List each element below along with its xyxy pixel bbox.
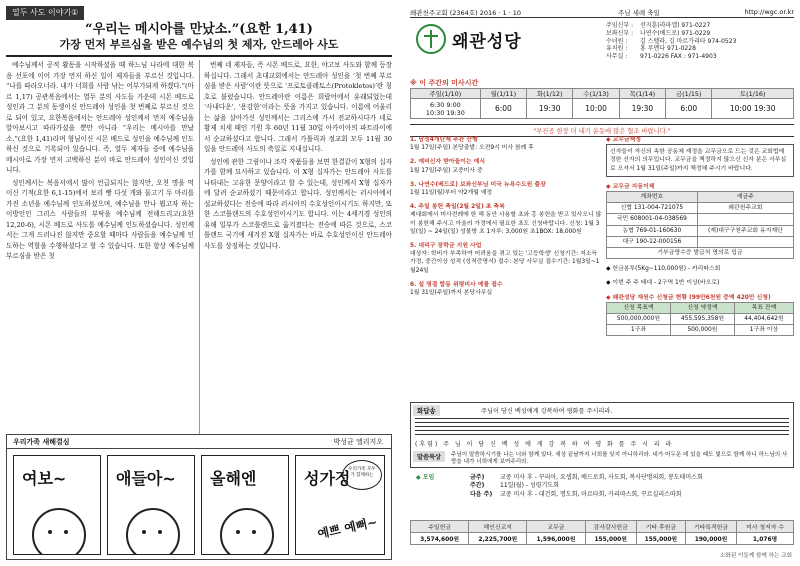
- panel-text: 성가정: [304, 469, 351, 488]
- psalm-box: [410, 402, 794, 468]
- notice-item: 2. 예비신자 받아들이는 예식 1월 17일(주일) 교중미사 중: [410, 159, 486, 174]
- meeting-row: 다음 주) 교중 미사 후 - 대건회, 명도회, 마르타회, 카리따스회, 꾸르실리스따회: [470, 490, 682, 498]
- article-title: “우리는 메시아를 만났소.”(요한 1,41): [85, 22, 313, 37]
- meetings: [410, 474, 794, 499]
- table-row: 신협 131-004-721075 왜관천주교회: [607, 203, 794, 214]
- staff-directory: [606, 22, 794, 61]
- offering-table: [410, 520, 794, 545]
- day-cell: 월(1/11): [480, 89, 526, 99]
- mass-schedule: [410, 88, 794, 119]
- face-icon: [126, 508, 180, 555]
- table-row: [411, 89, 794, 99]
- meditation-tag: 말씀묵상: [413, 451, 445, 462]
- table-row: 신청 목표액 신청 약정액 목표 잔액: [607, 302, 794, 313]
- article-column-1: [6, 60, 194, 434]
- table-row: 주일헌금 헤인신교지 교무금 감사감사헌금 기타 후원금 기타특적헌금 미사 청저자 수: [411, 521, 794, 533]
- issue-header: [410, 6, 794, 18]
- time-cell: 6:30 9:00 10:30 19:30: [411, 99, 481, 119]
- series-label: 열두 사도 이야기①: [6, 6, 84, 20]
- psalm-lyrics: (후렴) 주 님 이 당 신 백 성 에 게 강 복 하 여 평 화 를 주 시 리 라: [415, 441, 674, 448]
- notice-item: 6. 설 명절 합동 위령미사 예물 접수 1월 31일(주일)까지 본당사무실: [410, 281, 503, 297]
- speech-bubble: 우리가족 모두가 함께하는: [342, 460, 382, 490]
- budget-table: [606, 302, 794, 337]
- table-row: 농협 769-01-160630 (재)대구구천주교회 유지재단: [607, 225, 794, 236]
- table-row: 계좌번호 예금주: [607, 192, 794, 203]
- column-divider: [199, 60, 200, 434]
- rite-notice: ◆ 교무금책정 신자들이 자신의 속한 공동체 재정을 교무금으로 드는 것은 교회법에 정한 신자의 의무입니다. 교무금을 책정하지 않으신 신자 분은 사무실로 오셔서 1월 31일(주일)까지 책정해 주시기 바랍니다.: [606, 136, 794, 177]
- cartoon-panel-3: [201, 455, 289, 555]
- meeting-row: 주간) 11일(월) - 성령기도회: [470, 482, 559, 490]
- day-cell: 목(1/14): [619, 89, 665, 99]
- cartoon-strip: [6, 434, 392, 560]
- meeting-row: 금주) 교중 미사 후 - 꾸리아, 요셉회, 배드로회, 사도회, 복사단명의회, 봉도테미스회: [470, 474, 703, 481]
- panel-text: 올해엔: [210, 469, 257, 488]
- left-page: [6, 6, 392, 560]
- cross-logo-icon: [416, 24, 446, 54]
- table-row: 3,574,600원 2,225,700원 1,596,000원 155,000원 155,000원 190,000원 1,076명: [411, 533, 794, 545]
- face-icon: [220, 508, 274, 555]
- table-row: 국민 608001-04-038569: [607, 214, 794, 225]
- day-cell: 토(1/16): [712, 89, 794, 99]
- staff-row: 보좌신부 : 나연수(베드로) 971-0229: [606, 29, 711, 37]
- meetings-label: ◆ 모임: [416, 474, 435, 481]
- issue-info: 왜관천주교회 (2364호) 2016 · 1 · 10: [410, 9, 522, 17]
- day-cell: 수(1/13): [573, 89, 619, 99]
- right-page: [410, 6, 794, 560]
- article-column-2: [204, 60, 392, 434]
- day-cell: 금(1/15): [666, 89, 712, 99]
- psalm-refrain: 주님이 당신 백성에게 강복하여 평화를 주시리라.: [481, 408, 613, 415]
- mass-title: ※ 이 주간의 미사시간: [410, 79, 479, 87]
- staff-row: 사무실 : 971-0226 FAX : 971-4903: [606, 53, 717, 61]
- table-row: 500,000,000원 455,595,358원 44,404,642원: [607, 314, 794, 325]
- time-cell: 10:00: [573, 99, 619, 119]
- time-cell: 6:00: [666, 99, 712, 119]
- notices-column: [410, 136, 602, 303]
- paragraph: 번째 네 제자들, 즉 시몬 베드로, 요한, 야고보 사도와 함께 등장하십니다. 그래서 초대교회에서는 안드레아 성인을 ‘첫 번째 부르심을 받은 사람’이란 뜻으로 ‘프로토클레토스(Protokletos)’란 칭호로 불렀습니다. 안드레아란 이름은 희랍어에서 유래되었는데 ‘사내다운’, ‘용감한’이라는 뜻을 가지고 있습니다. 이름에 어울리는 삶을 살아가신 성인께서는 그리스에 가서 전교하시다가 네로 황제 치세 때인 기원 후 60년 11월 30일 아카이아의 파트라이에서 순교하셨다고 합니다. 그래서 가톨릭과 정교회 모두 11월 30일을 안드레아 사도의 축일로 지내십니다.: [204, 61, 392, 153]
- panel-exclaim: 예쁘 예뻐~: [316, 514, 379, 542]
- music-staff-icon: [415, 418, 789, 436]
- day-cell: 주일(1/10): [411, 89, 481, 99]
- day-cell: 화(1/12): [527, 89, 573, 99]
- account-section: ◆ 교무금 자동이체 계좌번호 예금주 신협 131-004-721075 왜관천주교회 국민 608001-04-038569 농협 769-01-160630 (재)대구구천주교회 유지재단 대구 190-12-000156 기부금영수증 발급처 명의로 입금: [606, 183, 794, 259]
- cartoon-panel-1: [13, 455, 101, 555]
- title-rule: [6, 55, 392, 57]
- paragraph: 성인께서는 복음서에서 많이 언급되지는 않지만, 오천 명을 먹이신 기적(요한 6,1-15)에서 보리 빵 다섯 개와 물고기 두 마리를 가진 소년을 예수님께 인도하셨으며, 예수님을 만나 뵙고자 하는 이방인인 그리스 사람들의 부탁을 예수님께 전해드리고(요한 12,20-6), 시몬 베드로 사도를 예수님께 인도하셨습니다. 성인께서는 그게 드러나진 않지만 중요할 때마다 사람들을 예수님께 인도하는 역할을 수행하셨다고 할 수 있습니다. 또한 항상 예수님께 부르심을 받은 첫: [6, 178, 194, 260]
- website-link[interactable]: http://wgc.or.kr: [744, 8, 794, 16]
- cartoon-header: [7, 435, 391, 449]
- time-cell: 6:00: [480, 99, 526, 119]
- footer-motto: 소화된 이들께 함께 하는 교회: [720, 553, 792, 559]
- time-cell: 10:00 19:30: [712, 99, 794, 119]
- panel-text: 여보~: [22, 469, 67, 488]
- parish-brand: [416, 24, 522, 54]
- psalm-tag: 화답송: [413, 405, 440, 416]
- article-subtitle: 가장 먼저 부르심을 받은 예수님의 첫 제자, 안드레아 사도: [59, 38, 339, 51]
- table-row: [411, 99, 794, 119]
- paragraph: 예수님께서 공적 활동을 시작하셨을 때 하느님 나라에 대한 복음 선포에 이어 가장 먼저 하신 일이 제자들을 부르신 것입니다. “나를 따라오너라. 내가 너희를 사람 낚는 어부가되게 하겠다.”(마르 1,17) 공관복음에서는 열두 분의 사도들 가운데 시몬 베드로 성인과 그 분의 동생이신 안드레아 성인을 첫 번째로 부르신 것으로 되어 있고, 요한복음에서는 안드레아 성인께서 먼저 예수님을 알아보시고 따라가셨을 뿐만 아니라 “우리는 메시아를 만났소.”(요한 1,41)라며 형님이신 시몬 베드로 성인을 예수님께 인도하신 것으로 기록되어 있습니다. 즉, 열두 제자들 중에 예수님을 메시아로 가장 먼저 고백하신 분이 바로 안드레아 성인이신 것입니다.: [6, 61, 194, 174]
- staff-row: 수녀원 : 김 스텔라, 김 마르가리타 974-0523: [606, 37, 737, 45]
- notice-item: 4. 주일 봉헌 축일(2월 2일) 초 축복 제대회에서 미사전례에 한 해 동안 사용할 초와 홍 봉헌을 받고 있사오니 많이 봉헌해 주시고 아울러 가정에서 필요한 초도 신청바랍니다. 신청: 1월 3일(일) ~ 24일(일) 성물방 초 1자루: 3,000원 초1BOX: 18,000원: [410, 204, 602, 235]
- cartoon-panel-4: [295, 455, 385, 555]
- finance-column: [606, 136, 794, 342]
- misc-item: ◆ 헌금봉투(5Kg~110,000원) - 카리따스회: [606, 266, 721, 273]
- paragraph: 성인에 관한 그림이나 조각 작품들을 보면 한결같이 X형의 십자가를 함께 묘사하고 있습니다. 이 X형 십자가는 안드레아 사도를 나타내는 고유한 문양이라고 할 수 있는데, 성인께서 X형 십자가에 달려 순교하셨기 때문이라고 합니다. 성인께서는 러시아에서 설교하셨다는 전승에 따라 러시아의 수호성인이시기도 하지만, 또한 스코틀랜드의 수호성인이시기도 합니다. 이는 4세기경 성인의 유해 일부가 스코틀랜드로 옮겨졌다는 전승에 따른 것으로, 스코틀랜드 국기에 새겨진 X형 십자가는 바로 수호성인이신 안드레아 사도를 상징하는 것입니다.: [204, 157, 392, 250]
- staff-row: 유치원 : 홍 루멘다 971-0228: [606, 45, 696, 53]
- time-cell: 19:30: [619, 99, 665, 119]
- notice-item: 3. 나연수(베드로) 보좌신부님 미국 뉴욕수도원 출장 1월 11일(월)부터 약2개월 예정: [410, 181, 546, 197]
- cartoon-title: 우리가족 새해결심: [13, 438, 70, 446]
- table-row: 1구좌 500,000원 1구좌 이상: [607, 325, 794, 336]
- table-row: 기부금영수증 발급처 명의로 입금: [607, 248, 794, 259]
- face-icon: [32, 508, 86, 555]
- notice-item: 1. 남성4개단체 주관 산행 1월 17일(주일) 본당출발: 오전9시 미사 참례 후: [410, 137, 534, 152]
- meditation-text: 주님이 말씀하시기를 나는 너와 함께 있다. 세상 끝날까지 너희를 잊지 아니하리라. 네가 어두운 데 있을 때도 빛으로 함께 하니 하느님의 사랑을 내가 너희에게 보여주리라.: [451, 452, 788, 465]
- table-row: 대구 190-12-000156: [607, 236, 794, 247]
- notice-banner: "부진공 현장 더 내기 운동에 많은 협조 바랍니다.": [410, 124, 794, 137]
- notice-item: 5. 대리구 장학금 지원 사업 대상자: 학비가 부족하여 어려움을 겪고 있는 '고등학생' 신청기간: 저소득가정, 중간이상 성적 (성적증명서) 접수: 본당 사무실 접수기간: 1월3일~1월24일: [410, 243, 600, 274]
- misc-item: ◆ 이번 주 주 태대 - 2구역 1반 이상(바오로): [606, 280, 720, 287]
- budget-section: ◆ 왜관성당 재원수 신청금 현황 (99만6천원 증액 420만 신청) 신청 목표액 신청 약정액 목표 잔액 500,000,000원 455,595,358원 44,404,642원 1구좌 500,000원 1구좌 이상: [606, 294, 794, 337]
- panel-text: 애들아~: [116, 469, 176, 488]
- parish-name: 왜관성당: [452, 31, 522, 52]
- account-table: [606, 191, 794, 259]
- cartoon-panel-2: [107, 455, 195, 555]
- cartoon-author: 박성균 엘리지오: [333, 438, 383, 446]
- time-cell: 19:30: [527, 99, 573, 119]
- feast-name: 주님 세례 축일: [618, 9, 660, 17]
- staff-row: 주임신부 : 선지훈(라파엘) 971-0227: [606, 22, 711, 29]
